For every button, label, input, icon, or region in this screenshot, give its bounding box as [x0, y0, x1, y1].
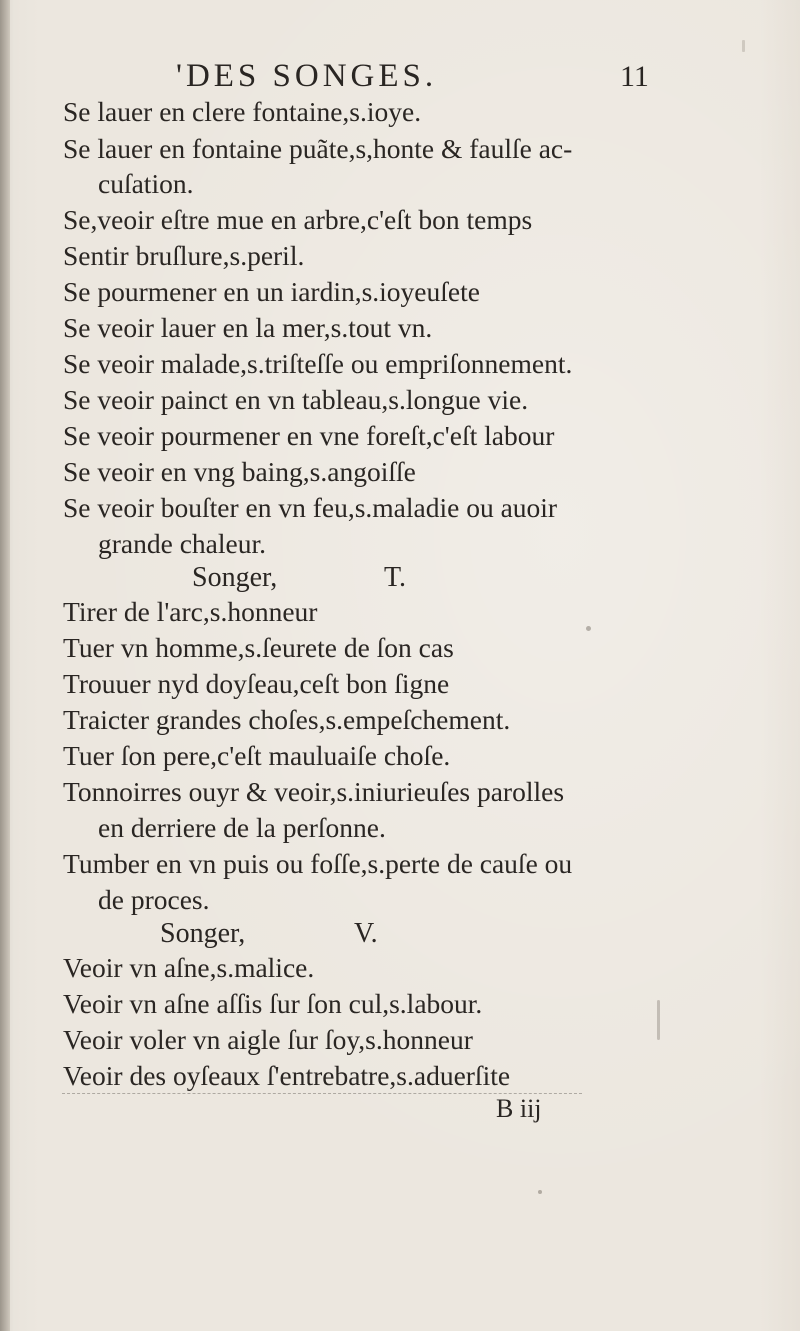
text-line: Sentir bruſlure,s.peril. [63, 240, 305, 271]
signature-mark: B iij [496, 1094, 542, 1123]
text-line: de proces. [98, 884, 210, 915]
section-heading-word: Songer, [192, 562, 278, 593]
text-line: Se lauer en clere fontaine,s.ioye. [63, 96, 422, 127]
text-line: Veoir vn aſne aſſis ſur ſon cul,s.labour. [63, 988, 483, 1019]
text-line: Tonnoirres ouyr & veoir,s.iniurieuſes parolles [63, 776, 565, 807]
section-heading-letter: V. [354, 918, 378, 949]
text-line: en derriere de la perſonne. [98, 812, 386, 843]
text-line: Se pourmener en un iardin,s.ioyeuſete [63, 276, 480, 307]
folio-number: 11 [620, 60, 649, 93]
ink-speck [538, 1190, 542, 1194]
text-line: Tuer ſon pere,c'eſt mauluaiſe choſe. [63, 740, 451, 771]
text-line: Tuer vn homme,s.ſeurete de ſon cas [63, 632, 454, 663]
page-header [0, 58, 800, 98]
text-line: grande chaleur. [98, 528, 266, 559]
text-line: Trouuer nyd doyſeau,ceſt bon ſigne [63, 668, 450, 699]
page-gutter [0, 0, 10, 1331]
section-heading-word: Songer, [160, 918, 246, 949]
text-line: Se lauer en fontaine puãte,s,honte & faulſe ac- [63, 133, 573, 164]
text-line: Se veoir malade,s.triſteſſe ou empriſonnement. [63, 348, 573, 379]
section-heading-letter: T. [384, 562, 407, 593]
text-line: Veoir voler vn aigle ſur ſoy,s.honneur [63, 1024, 473, 1055]
text-line: Se,veoir eſtre mue en arbre,c'eſt bon temps [63, 204, 533, 235]
text-line: Traicter grandes choſes,s.empeſchement. [63, 704, 511, 735]
text-line: Veoir des oyſeaux ſ'entrebatre,s.aduerſite [63, 1060, 511, 1091]
text-line: Se veoir painct en vn tableau,s.longue vie. [63, 384, 529, 415]
ink-speck [742, 40, 745, 52]
running-title: 'DES SONGES. [176, 58, 438, 94]
ink-streak [657, 1000, 660, 1040]
text-line: Tumber en vn puis ou foſſe,s.perte de cauſe ou [63, 848, 573, 879]
text-line: Tirer de l'arc,s.honneur [63, 596, 318, 627]
text-line: Se veoir bouſter en vn feu,s.maladie ou auoir [63, 492, 558, 523]
text-line: cuſation. [98, 168, 194, 199]
ink-speck [586, 626, 591, 631]
text-line: Se veoir lauer en la mer,s.tout vn. [63, 312, 433, 343]
text-line: Veoir vn aſne,s.malice. [63, 952, 315, 983]
text-line: Se veoir en vng baing,s.angoiſſe [63, 456, 416, 487]
text-line: Se veoir pourmener en vne foreſt,c'eſt labour [63, 420, 555, 451]
